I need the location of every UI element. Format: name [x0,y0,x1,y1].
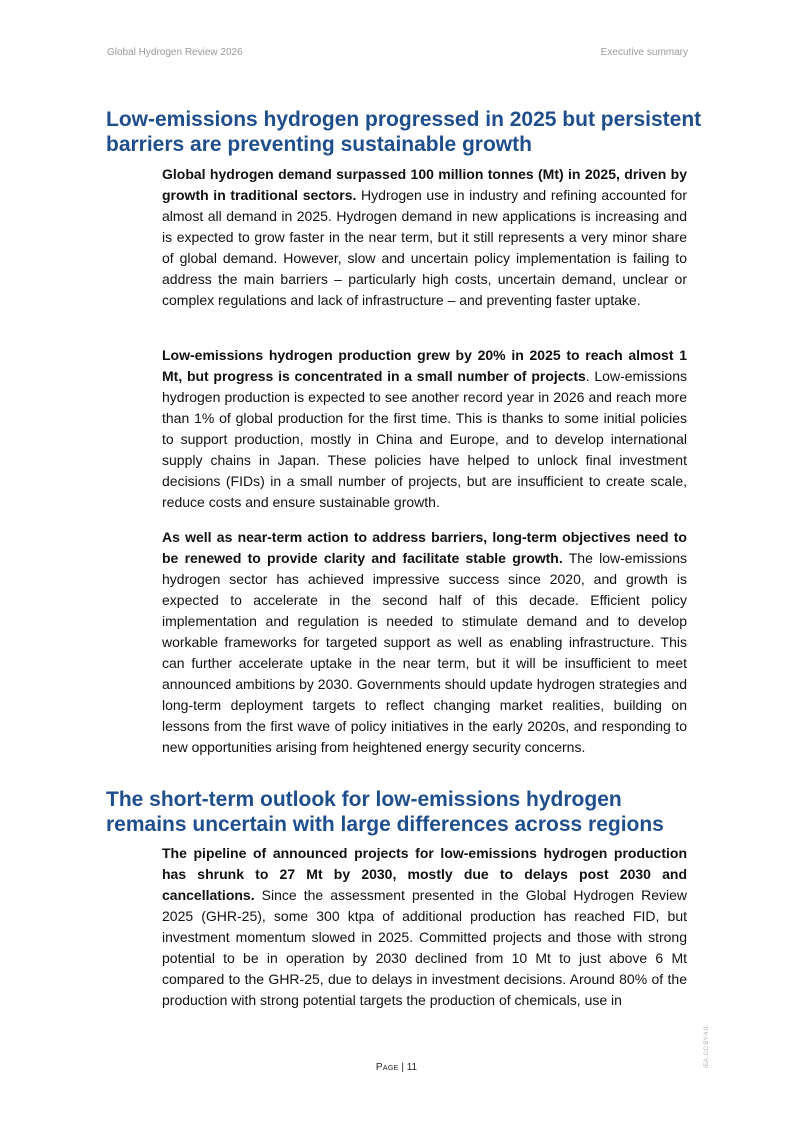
running-header-title: Global Hydrogen Review 2026 [107,47,243,58]
page-footer [0,1062,793,1073]
section-heading-1: Low-emissions hydrogen progressed in 2025 but persistent barriers are preventing sustainable growth [106,108,702,156]
running-header-section: Executive summary [600,47,688,58]
paragraph-objectives [162,527,687,758]
paragraph-body: Since the assessment presented in the Global Hydrogen Review 2025 (GHR-25), some 300 ktpa of additional production has reached FID, but investment momentum slowed in 2025. Committed projects and those with strong potential to be in operation by 2030 declined from 10 Mt to just above 6 Mt compared to the GHR-25, due to delays in investment decisions. Around 80% of the production with strong potential targets the production of chemicals, use in [162,887,687,1008]
section-heading-2: The short-term outlook for low-emissions hydrogen remains uncertain with large differences across regions [106,788,664,836]
page-number: 11 [406,1062,418,1073]
paragraph-production [162,345,687,513]
paragraph-body: Hydrogen use in industry and refining accounted for almost all demand in 2025. Hydrogen demand in new applications is increasing and is expected to grow faster in the near term, but it still represents a very minor share of global demand. However, slow and uncertain policy implementation is failing to address the main barriers – particularly high costs, uncertain demand, unclear or complex regulations and lack of infrastructure – and preventing faster uptake. [162,187,687,308]
paragraph-body: . Low-emissions hydrogen production is expected to see another record year in 2026 and reach more than 1% of global production for the first time. This is thanks to some initial policies to support production, mostly in China and Europe, and to develop international supply chains in Japan. These policies have helped to unlock final investment decisions (FIDs) in a small number of projects, but are insufficient to create scale, reduce costs and ensure sustainable growth. [162,368,687,510]
paragraph-pipeline [162,843,687,1011]
page-separator: | [398,1062,407,1073]
paragraph-lead: As well as near-term action to address barriers, long-term objectives need to be renewed to provide clarity and facilitate stable growth. [162,529,687,566]
license-notice: IEA. CC BY 4.0. [704,1025,710,1068]
paragraph-demand [162,164,687,311]
page-label: Page [375,1062,399,1073]
paragraph-lead: The pipeline of announced projects for low-emissions hydrogen production has shrunk to 27 Mt by 2030, mostly due to delays post 2030 and cancellations. [162,845,687,903]
paragraph-lead: Low-emissions hydrogen production grew by 20% in 2025 to reach almost 1 Mt, but progress is concentrated in a small number of projects [162,347,687,384]
paragraph-lead: Global hydrogen demand surpassed 100 million tonnes (Mt) in 2025, driven by growth in traditional sectors. [162,166,687,203]
paragraph-body: The low-emissions hydrogen sector has achieved impressive success since 2020, and growth is expected to accelerate in the second half of this decade. Efficient policy implementation and regulation is needed to stimulate demand and to develop workable frameworks for targeted support as well as enabling infrastructure. This can further accelerate uptake in the near term, but it will be insufficient to meet announced ambitions by 2030. Governments should update hydrogen strategies and long-term deployment targets to reflect changing market realities, building on lessons from the first wave of policy initiatives in the early 2020s, and responding to new opportunities arising from heightened energy security concerns. [162,550,688,755]
